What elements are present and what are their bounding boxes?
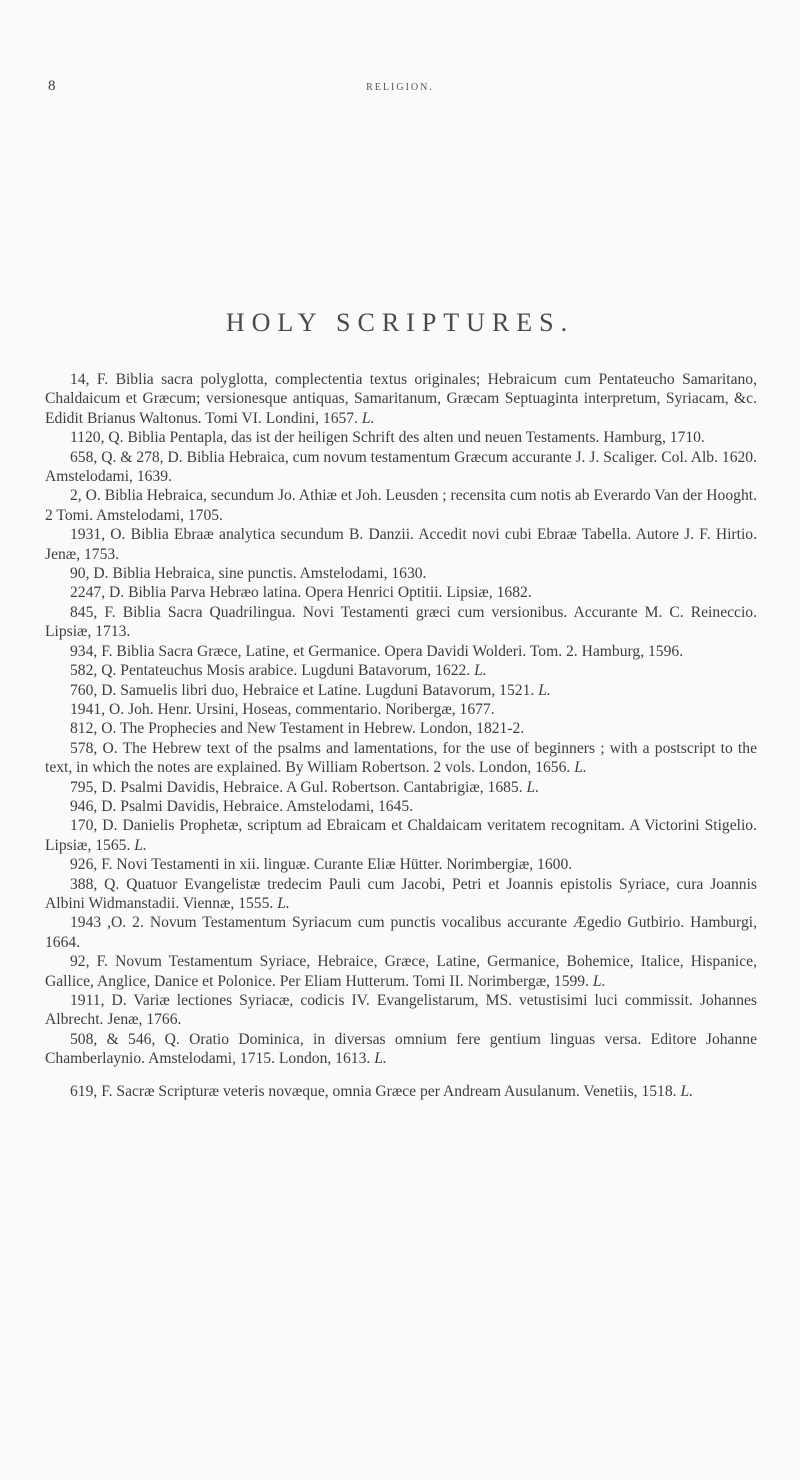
catalogue-entry	[45, 991, 757, 1030]
entry-text: Samuelis libri duo, Hebraice et Latine. Lugduni Batavorum, 1521.	[120, 681, 535, 699]
entry-shelfmark: 1120, Q.	[70, 429, 124, 447]
catalogue-entry	[45, 855, 757, 874]
entry-language-mark: L.	[592, 972, 606, 990]
entry-language-mark: L.	[526, 778, 540, 796]
running-head: RELIGION.	[366, 82, 434, 93]
entry-shelfmark: 1931, O.	[70, 526, 126, 544]
entry-shelfmark: 578, O.	[70, 739, 118, 757]
entry-text: Biblia Parva Hebræo latina. Opera Henrici Optitii. Lipsiæ, 1682.	[128, 584, 532, 602]
catalogue-entry	[45, 564, 757, 583]
catalogue-entry	[45, 448, 757, 487]
catalogue-entry	[45, 370, 757, 428]
entry-text: Sacræ Scripturæ veteris novæque, omnia Græce per Andream Ausulanum. Venetiis, 1518.	[116, 1082, 677, 1100]
catalogue-entry	[45, 1030, 757, 1069]
entry-text: Biblia Hebraica, secundum Jo. Athiæ et Joh. Leusden ; recensita cum notis ab Everardo Van der Hooght. 2 Tomi. Amstelodami, 1705.	[45, 487, 757, 524]
catalogue-entry	[45, 739, 757, 778]
entry-shelfmark: 619, F.	[70, 1082, 113, 1100]
entry-text: Biblia sacra polyglotta, complectentia textus originales; Hebraicum cum Pentateucho Samaritano, Chaldaicum et Græcum; versionesque antiquas, Samaritanum, Græcam Septuaginta interpretum, Syriacam, &c. Edidit Brianus Waltonus. Tomi VI. Londini, 1657.	[45, 371, 757, 427]
catalogue-entry	[45, 525, 757, 564]
entry-shelfmark: 795, D.	[70, 778, 117, 796]
catalogue-entry	[45, 486, 757, 525]
catalogue-entry	[45, 1082, 757, 1101]
entry-text: Danielis Prophetæ, scriptum ad Ebraicam et Chaldaicam veritatem recognitam. A Victorini Stigelio. Lipsiæ, 1565.	[45, 817, 757, 854]
catalogue-entry	[45, 797, 757, 816]
entry-text: Quatuor Evangelistæ tredecim Pauli cum Jacobi, Petri et Joannis epistolis Syriace, cura Joannis Albini Widmanstadii. Viennæ, 1555.	[45, 875, 757, 912]
catalogue-entry	[45, 428, 757, 447]
entry-shelfmark: 812, O.	[70, 720, 117, 738]
catalogue-entry	[45, 778, 757, 797]
entry-shelfmark: 2, O.	[70, 487, 101, 505]
entry-text: Pentateuchus Mosis arabice. Lugduni Batavorum, 1622.	[120, 662, 471, 680]
entry-text: Psalmi Davidis, Hebraice. Amstelodami, 1645.	[120, 797, 414, 815]
catalogue-entries	[45, 370, 757, 1101]
entry-language-mark: L.	[680, 1082, 694, 1100]
catalogue-entry	[45, 681, 757, 700]
entry-text: The Hebrew text of the psalms and lamentations, for the use of beginners ; with a postscript to the text, in which the notes are explained. By William Robertson. 2 vols. London, 1656.	[45, 739, 757, 777]
entry-shelfmark: 388, Q.	[70, 875, 120, 893]
entry-shelfmark: 1911, D.	[70, 992, 127, 1009]
entry-shelfmark: 90, D.	[70, 565, 109, 583]
entry-shelfmark: 92, F.	[70, 953, 108, 971]
entry-language-mark: L.	[277, 894, 290, 912]
entry-text: Novum Testamentum Syriacum cum punctis vocalibus accurante Ægedio Gutbirio. Hamburgi, 1664.	[45, 914, 757, 951]
entry-language-mark: L.	[538, 681, 551, 699]
catalogue-entry	[45, 661, 757, 680]
entry-shelfmark: 926, F.	[70, 856, 113, 874]
entry-shelfmark: 934, F.	[70, 642, 113, 660]
catalogue-entry	[45, 913, 757, 952]
catalogue-entry	[45, 603, 757, 642]
entry-shelfmark: 760, D.	[70, 681, 117, 699]
entry-text: Oratio Dominica, in diversas omnium fere gentium linguas versa. Editore Johanne Chamberlaynio. Amstelodami, 1715. London, 1613.	[45, 1030, 757, 1068]
entry-text: Psalmi Davidis, Hebraice. A Gul. Robertson. Cantabrigiæ, 1685.	[120, 778, 523, 796]
entry-text: Biblia Ebraæ analytica secundum B. Danzii. Accedit novi cubi Ebraæ Tabella. Autore J. F. Hirtio. Jenæ, 1753.	[45, 526, 757, 563]
entry-text: Novum Testamentum Syriace, Hebraice, Græce, Latine, Germanice, Bohemice, Italice, Hispanice, Gallice, Anglice, Danice et Polonice. Per Eliam Hutterum. Tomi II. Norimbergæ, 1599.	[45, 953, 758, 990]
entry-shelfmark: 1943 ,O. 2.	[70, 914, 144, 932]
entry-language-mark: L.	[574, 759, 587, 777]
catalogue-entry	[45, 700, 757, 719]
catalogue-entry	[45, 583, 757, 602]
entry-shelfmark: 2247, D.	[70, 584, 125, 602]
section-title: HOLY SCRIPTURES.	[225, 308, 575, 337]
entry-shelfmark: 845, F.	[70, 603, 116, 621]
page-number: 8	[48, 78, 56, 94]
entry-text: Biblia Sacra Quadrilingua. Novi Testamenti græci cum versionibus. Accurante M. C. Reineccio. Lipsiæ, 1713.	[45, 603, 757, 641]
entry-shelfmark: 658, Q. & 278, D.	[70, 448, 183, 466]
entry-text: Variæ lectiones Syriacæ, codicis IV. Evangelistarum, MS. vetustisimi luci commissit. Johannes Albrecht. Jenæ, 1766.	[45, 992, 757, 1029]
catalogue-entry	[45, 875, 757, 914]
entry-text: Biblia Hebraica, sine punctis. Amstelodami, 1630.	[112, 565, 427, 583]
entry-shelfmark: 14, F.	[70, 371, 109, 388]
catalogue-entry	[45, 816, 757, 855]
entry-language-mark: L.	[361, 409, 375, 427]
entry-text: Novi Testamenti in xii. linguæ. Curante Eliæ Hütter. Norimbergiæ, 1600.	[116, 856, 573, 874]
entry-text: Biblia Sacra Græce, Latine, et Germanice. Opera Davidi Wolderi. Tom. 2. Hamburg, 1596.	[116, 642, 684, 660]
entry-shelfmark: 582, Q.	[70, 662, 117, 680]
catalogue-entry	[45, 952, 757, 991]
entry-language-mark: L.	[134, 836, 147, 854]
entry-text: The Prophecies and New Testament in Hebrew. London, 1821-2.	[119, 720, 525, 738]
entry-shelfmark: 508, & 546, Q.	[70, 1030, 180, 1048]
catalogue-entry	[45, 642, 757, 661]
entry-text: Biblia Hebraica, cum novum testamentum Græcum accurante J. J. Scaliger. Col. Alb. 1620. Amstelodami, 1639.	[45, 448, 757, 486]
entry-language-mark: L.	[474, 662, 487, 680]
entry-shelfmark: 1941, O.	[70, 700, 125, 718]
entry-text: Joh. Henr. Ursini, Hoseas, commentario. Noribergæ, 1677.	[128, 700, 495, 718]
catalogue-entry	[45, 719, 757, 738]
entry-shelfmark: 946, D.	[70, 797, 117, 815]
entry-shelfmark: 170, D.	[70, 817, 118, 835]
entry-text: Biblia Pentapla, das ist der heiligen Schrift des alten und neuen Testaments. Hamburg, 1710.	[127, 429, 705, 447]
entry-language-mark: L.	[374, 1050, 387, 1068]
